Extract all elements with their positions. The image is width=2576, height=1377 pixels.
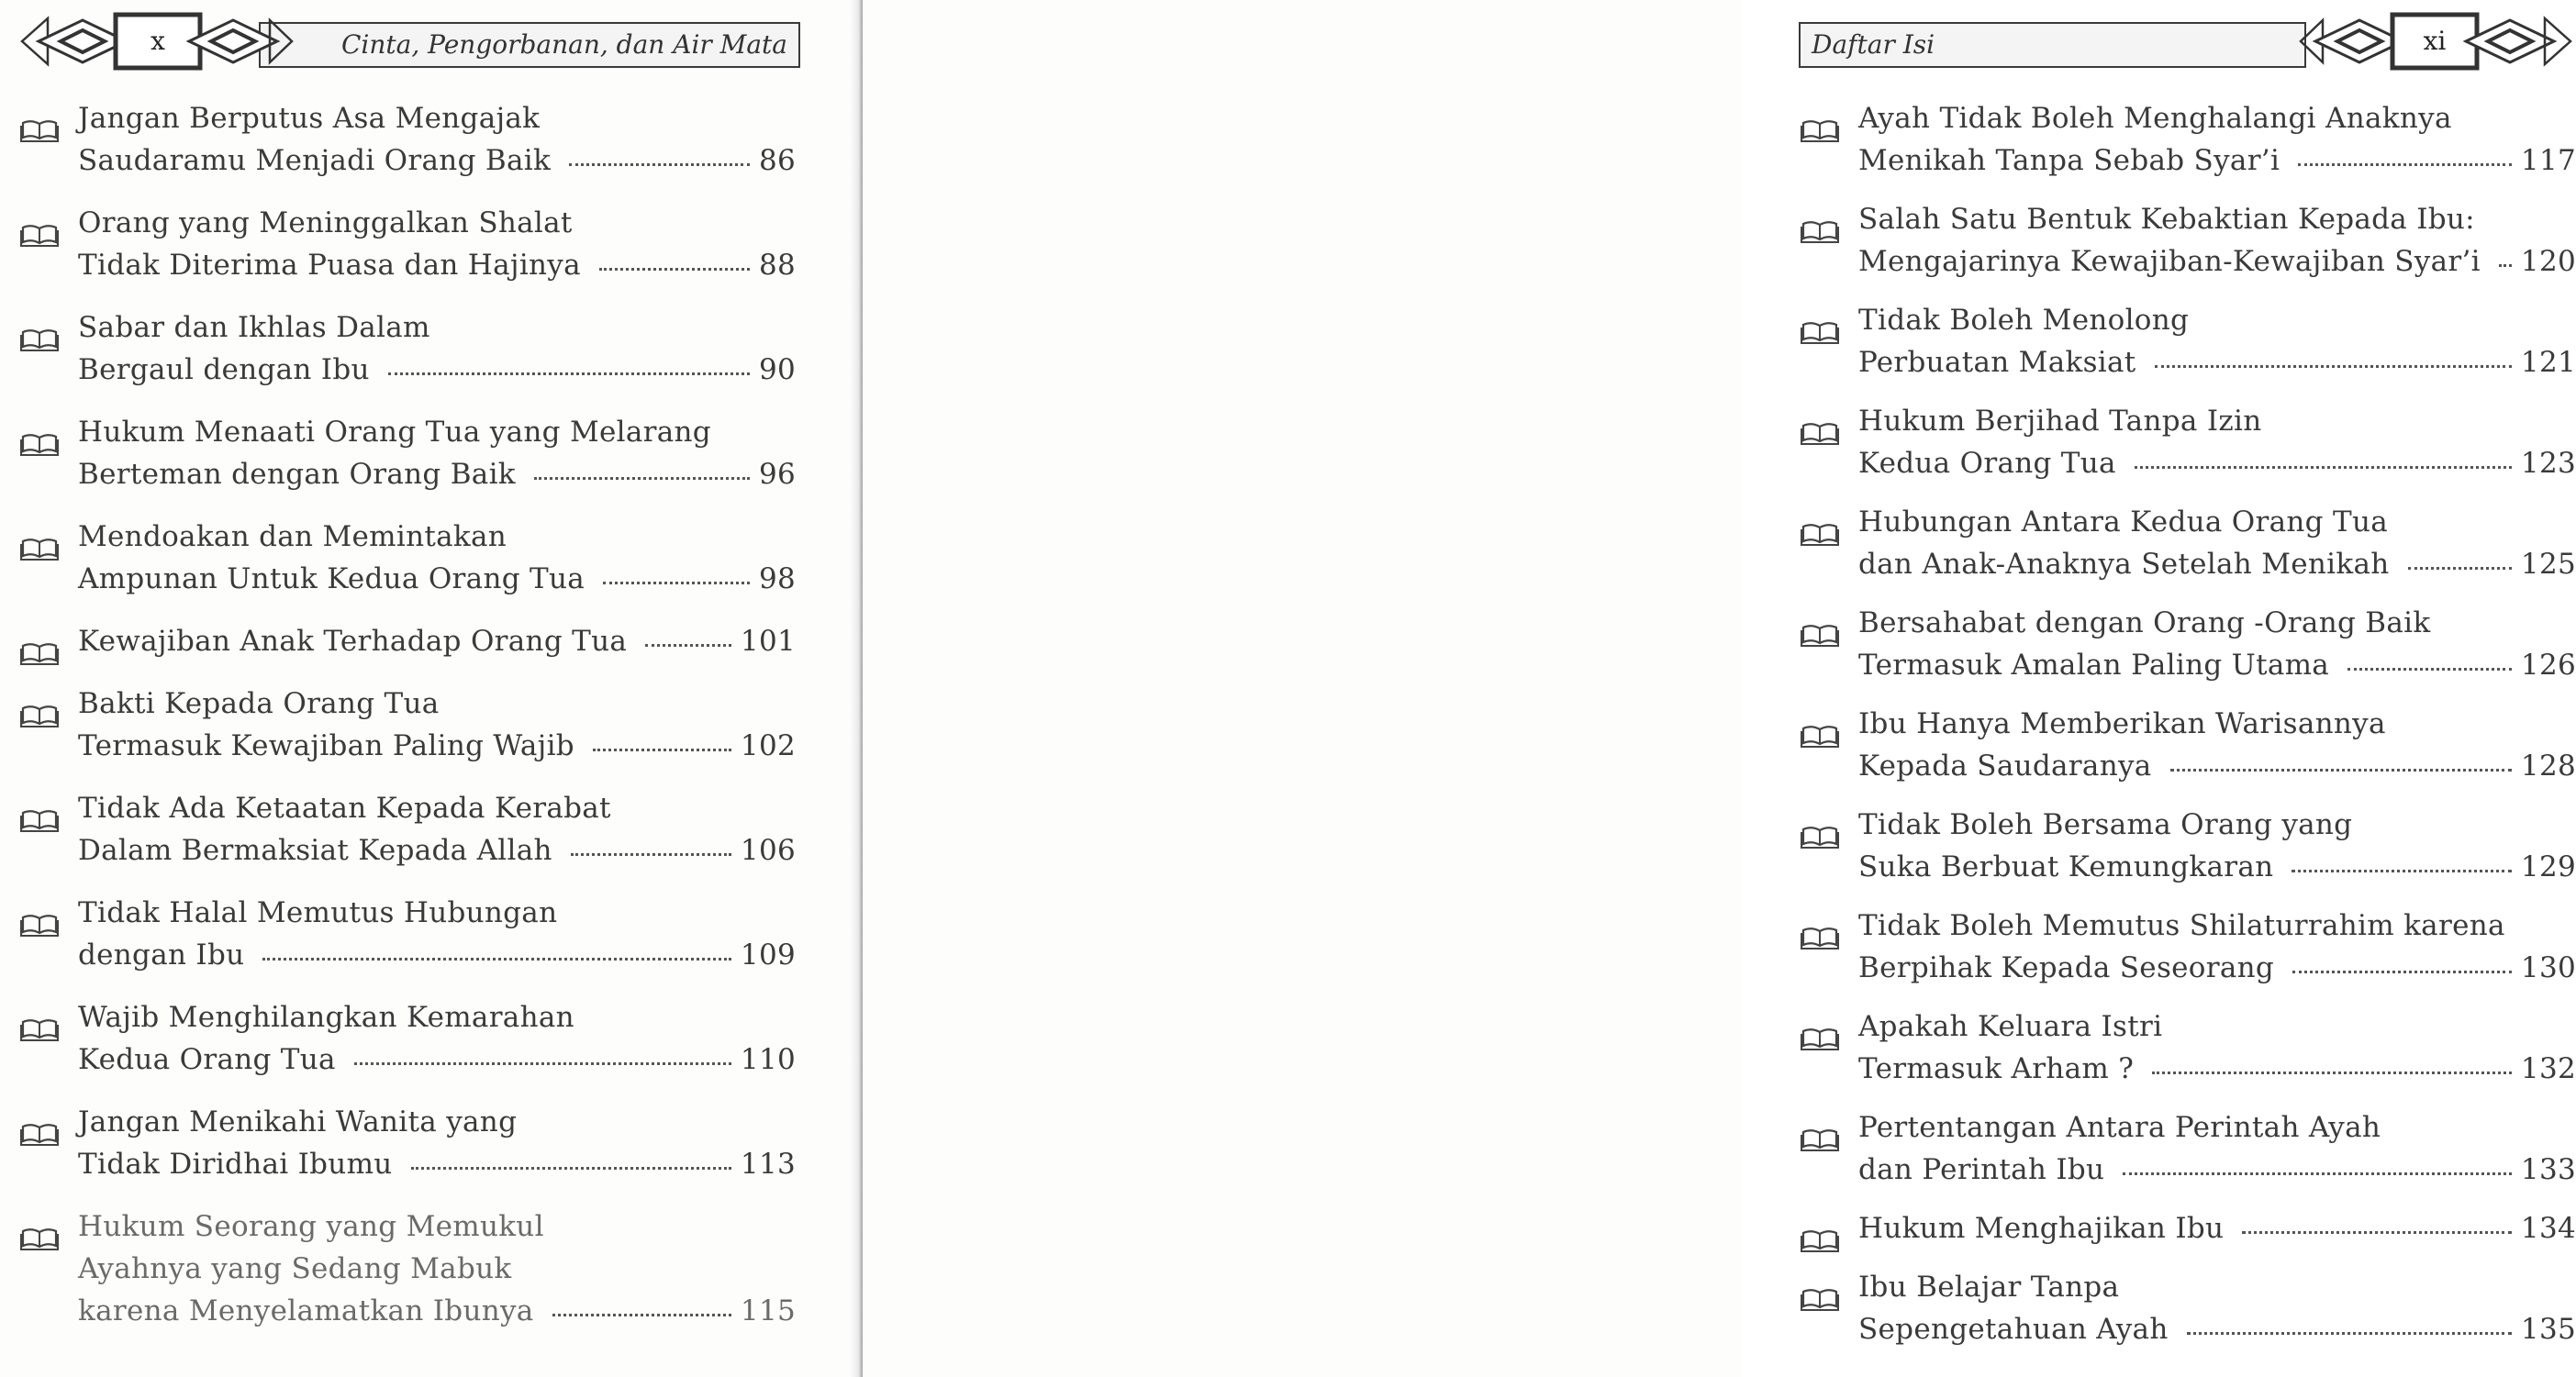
toc-entry-line: Tidak Halal Memutus Hubungan xyxy=(78,896,558,929)
toc-entry-line: Sabar dan Ikhlas Dalam xyxy=(78,311,430,344)
dot-leader xyxy=(603,582,750,584)
open-book-icon xyxy=(20,703,59,728)
toc-entry-title: Dalam Bermaksiat Kepada Allah xyxy=(78,834,552,867)
toc-page-number: 113 xyxy=(740,1148,796,1181)
toc-page-number: 90 xyxy=(758,353,796,386)
toc-entry-last-line xyxy=(78,1143,796,1185)
toc-entry-last-line xyxy=(1858,1207,2576,1249)
dot-leader xyxy=(2242,1231,2512,1234)
dot-leader xyxy=(645,644,731,647)
toc-entry-last-line xyxy=(78,829,796,872)
toc-entry-last-line xyxy=(78,349,796,391)
toc-page-number: 110 xyxy=(740,1043,796,1076)
toc-entry-last-line xyxy=(78,244,796,286)
toc-entry-last-line xyxy=(1858,1308,2576,1350)
toc-entry-title: Menikah Tanpa Sebab Syar’i xyxy=(1858,144,2280,177)
toc-entry-title: Bergaul dengan Ibu xyxy=(78,353,370,386)
open-book-icon xyxy=(20,640,59,666)
toc-entry-line: Mendoakan dan Memintakan xyxy=(78,520,507,553)
toc-page-number: 120 xyxy=(2520,245,2576,278)
dot-leader xyxy=(2187,1332,2512,1335)
dot-leader xyxy=(354,1062,731,1065)
toc-page-number: 134 xyxy=(2520,1212,2576,1245)
toc-entry-line: Jangan Berputus Asa Mengajak xyxy=(78,102,541,135)
toc-page-number: 130 xyxy=(2520,951,2576,984)
toc-entry-line: Hubungan Antara Kedua Orang Tua xyxy=(1858,505,2388,539)
toc-entry-line: Wajib Menghilangkan Kemarahan xyxy=(78,1001,574,1034)
toc-entry-line: Ayah Tidak Boleh Menghalangi Anaknya xyxy=(1858,102,2452,135)
toc-entry-title: Termasuk Arham ? xyxy=(1858,1052,2135,1085)
toc-entry-last-line xyxy=(1858,442,2576,484)
toc-entry-title: Tidak Diterima Puasa dan Hajinya xyxy=(78,249,581,282)
toc-entry-line: Ibu Belajar Tanpa xyxy=(1858,1271,2120,1304)
toc-entry-last-line xyxy=(1858,240,2576,283)
left-page xyxy=(0,0,863,1377)
toc-page-number: 88 xyxy=(758,249,796,282)
toc-entry-title: Berpihak Kepada Seseorang xyxy=(1858,951,2275,984)
toc-entry-line: Hukum Berjihad Tanpa Izin xyxy=(1858,405,2262,438)
toc-entry-title: Kedua Orang Tua xyxy=(1858,447,2116,480)
toc-entry-last-line xyxy=(78,934,796,976)
dot-leader xyxy=(571,853,731,856)
toc-entry-line: Bakti Kepada Orang Tua xyxy=(78,687,440,720)
toc-entry-title: Mengajarinya Kewajiban-Kewajiban Syar’i xyxy=(1858,245,2481,278)
toc-entry-last-line xyxy=(1858,341,2576,383)
open-book-icon xyxy=(20,117,59,143)
toc-page-number: 133 xyxy=(2520,1153,2576,1186)
open-book-icon xyxy=(20,536,59,561)
toc-entry-title: dan Perintah Ibu xyxy=(1858,1153,2105,1186)
toc-entry-last-line xyxy=(78,725,796,767)
page-number: xi xyxy=(2423,26,2447,56)
dot-leader xyxy=(2170,769,2512,772)
toc-entry-title: Hukum Menghajikan Ibu xyxy=(1858,1212,2225,1245)
dot-leader xyxy=(411,1167,731,1170)
open-book-icon xyxy=(1801,521,1839,547)
dot-leader xyxy=(2499,264,2512,267)
toc-entry-title: Saudaramu Menjadi Orang Baik xyxy=(78,144,552,177)
toc-entry-line: Pertentangan Antara Perintah Ayah xyxy=(1858,1111,2381,1144)
toc-page-number: 96 xyxy=(758,458,796,491)
dot-leader xyxy=(534,477,750,480)
toc-entry-last-line xyxy=(1858,139,2576,182)
open-book-icon xyxy=(1801,824,1839,850)
toc-entry-title: Kepada Saudaranya xyxy=(1858,750,2152,783)
dot-leader xyxy=(569,163,750,166)
page-number: x xyxy=(151,26,165,56)
open-book-icon xyxy=(20,912,59,938)
toc-entry-last-line xyxy=(1858,745,2576,787)
toc-entry-line: Ibu Hanya Memberikan Warisannya xyxy=(1858,707,2386,740)
dot-leader xyxy=(2298,163,2512,166)
open-book-icon xyxy=(1801,218,1839,244)
open-book-icon xyxy=(1801,1286,1839,1312)
toc-page-number: 101 xyxy=(740,625,796,658)
toc-entry-line: Tidak Ada Ketaatan Kepada Kerabat xyxy=(78,792,611,825)
toc-entry-last-line xyxy=(78,1038,796,1081)
toc-entry-last-line xyxy=(1858,1149,2576,1191)
open-book-icon xyxy=(1801,925,1839,950)
toc-entry-title: Kedua Orang Tua xyxy=(78,1043,336,1076)
toc-entry-line: Tidak Boleh Menolong xyxy=(1858,304,2190,337)
toc-entry-line: Orang yang Meninggalkan Shalat xyxy=(78,206,573,239)
toc-entry-last-line xyxy=(1858,1048,2576,1090)
dot-leader xyxy=(2292,870,2511,872)
toc-page-number: 86 xyxy=(758,144,796,177)
open-book-icon xyxy=(1801,117,1839,143)
toc-entry-title: Suka Berbuat Kemungkaran xyxy=(1858,850,2274,883)
open-book-icon xyxy=(1801,1127,1839,1152)
dot-leader xyxy=(593,749,731,751)
running-title: Daftar Isi xyxy=(1812,29,1935,60)
open-book-icon xyxy=(1801,319,1839,345)
toc-page-number: 135 xyxy=(2520,1313,2576,1346)
toc-entry-line: Bersahabat dengan Orang -Orang Baik xyxy=(1858,606,2431,639)
dot-leader xyxy=(2155,365,2512,368)
toc-page-number: 121 xyxy=(2520,346,2576,379)
open-book-icon xyxy=(20,1226,59,1251)
open-book-icon xyxy=(1801,1026,1839,1051)
toc-entry-line: Tidak Boleh Bersama Orang yang xyxy=(1858,808,2353,841)
open-book-icon xyxy=(1801,1227,1839,1253)
open-book-icon xyxy=(20,431,59,457)
toc-entry-title: Berteman dengan Orang Baik xyxy=(78,458,516,491)
dot-leader xyxy=(599,268,750,271)
left-running-header xyxy=(20,13,800,70)
toc-entry-line: Hukum Menaati Orang Tua yang Melarang xyxy=(78,416,711,449)
open-book-icon xyxy=(20,327,59,352)
dot-leader xyxy=(2347,668,2512,671)
toc-entry-line: Jangan Menikahi Wanita yang xyxy=(78,1105,518,1138)
open-book-icon xyxy=(20,1016,59,1042)
toc-entry-last-line xyxy=(1858,644,2576,686)
toc-page-number: 132 xyxy=(2520,1052,2576,1085)
toc-page-number: 126 xyxy=(2520,649,2576,682)
toc-entry-last-line xyxy=(1858,543,2576,585)
toc-entry-last-line xyxy=(78,620,796,662)
dot-leader xyxy=(388,372,750,375)
toc-page-number: 109 xyxy=(740,938,796,972)
toc-entry-title: Termasuk Kewajiban Paling Wajib xyxy=(78,729,574,762)
toc-entry-line: Salah Satu Bentuk Kebaktian Kepada Ibu: xyxy=(1858,203,2475,236)
open-book-icon xyxy=(1801,622,1839,648)
toc-entry-title: dengan Ibu xyxy=(78,938,245,972)
toc-entry-title: Sepengetahuan Ayah xyxy=(1858,1313,2169,1346)
toc-entry-last-line xyxy=(78,453,796,495)
toc-entry-title: Termasuk Amalan Paling Utama xyxy=(1858,649,2330,682)
toc-entry-line: Hukum Seorang yang Memukul xyxy=(78,1210,544,1243)
toc-entry-line: Apakah Keluara Istri xyxy=(1858,1010,2163,1043)
toc-page-number: 128 xyxy=(2520,750,2576,783)
open-book-icon xyxy=(20,807,59,833)
toc-entry-line: Ayahnya yang Sedang Mabuk xyxy=(78,1252,512,1285)
dot-leader xyxy=(262,958,731,961)
toc-entry-last-line xyxy=(78,558,796,600)
dot-leader xyxy=(2292,971,2512,973)
running-title: Cinta, Pengorbanan, dan Air Mata xyxy=(340,29,787,60)
toc-page-number: 115 xyxy=(740,1294,796,1327)
toc-entry-title: Ampunan Untuk Kedua Orang Tua xyxy=(78,562,585,595)
dot-leader xyxy=(2123,1172,2512,1175)
toc-entry-last-line xyxy=(1858,846,2576,888)
toc-entry-title: karena Menyelamatkan Ibunya xyxy=(78,1294,534,1327)
open-book-icon xyxy=(1801,723,1839,749)
open-book-icon xyxy=(20,222,59,248)
toc-page-number: 98 xyxy=(758,562,796,595)
toc-entry-line: Tidak Boleh Memutus Shilaturrahim karena xyxy=(1858,909,2505,942)
dot-leader xyxy=(2135,466,2512,469)
toc-page-number: 129 xyxy=(2520,850,2576,883)
toc-entry-title: dan Anak-Anaknya Setelah Menikah xyxy=(1858,548,2390,581)
open-book-icon xyxy=(20,1121,59,1147)
toc-page-number: 125 xyxy=(2520,548,2576,581)
toc-page-number: 123 xyxy=(2520,447,2576,480)
toc-entry-last-line xyxy=(78,139,796,182)
toc-entry-last-line xyxy=(78,1290,796,1332)
toc-entry-title: Perbuatan Maksiat xyxy=(1858,346,2136,379)
right-running-header xyxy=(1799,13,2572,70)
toc-entry-title: Kewajiban Anak Terhadap Orang Tua xyxy=(78,625,628,658)
toc-entry-title: Tidak Diridhai Ibumu xyxy=(78,1148,393,1181)
toc-entry-last-line xyxy=(1858,947,2576,989)
open-book-icon xyxy=(1801,420,1839,446)
toc-page-number: 106 xyxy=(740,834,796,867)
toc-page-number: 102 xyxy=(740,729,796,762)
dot-leader xyxy=(2408,567,2512,570)
right-page xyxy=(863,0,2576,1377)
dot-leader xyxy=(552,1314,731,1316)
toc-page-number: 117 xyxy=(2520,144,2576,177)
dot-leader xyxy=(2152,1072,2512,1074)
